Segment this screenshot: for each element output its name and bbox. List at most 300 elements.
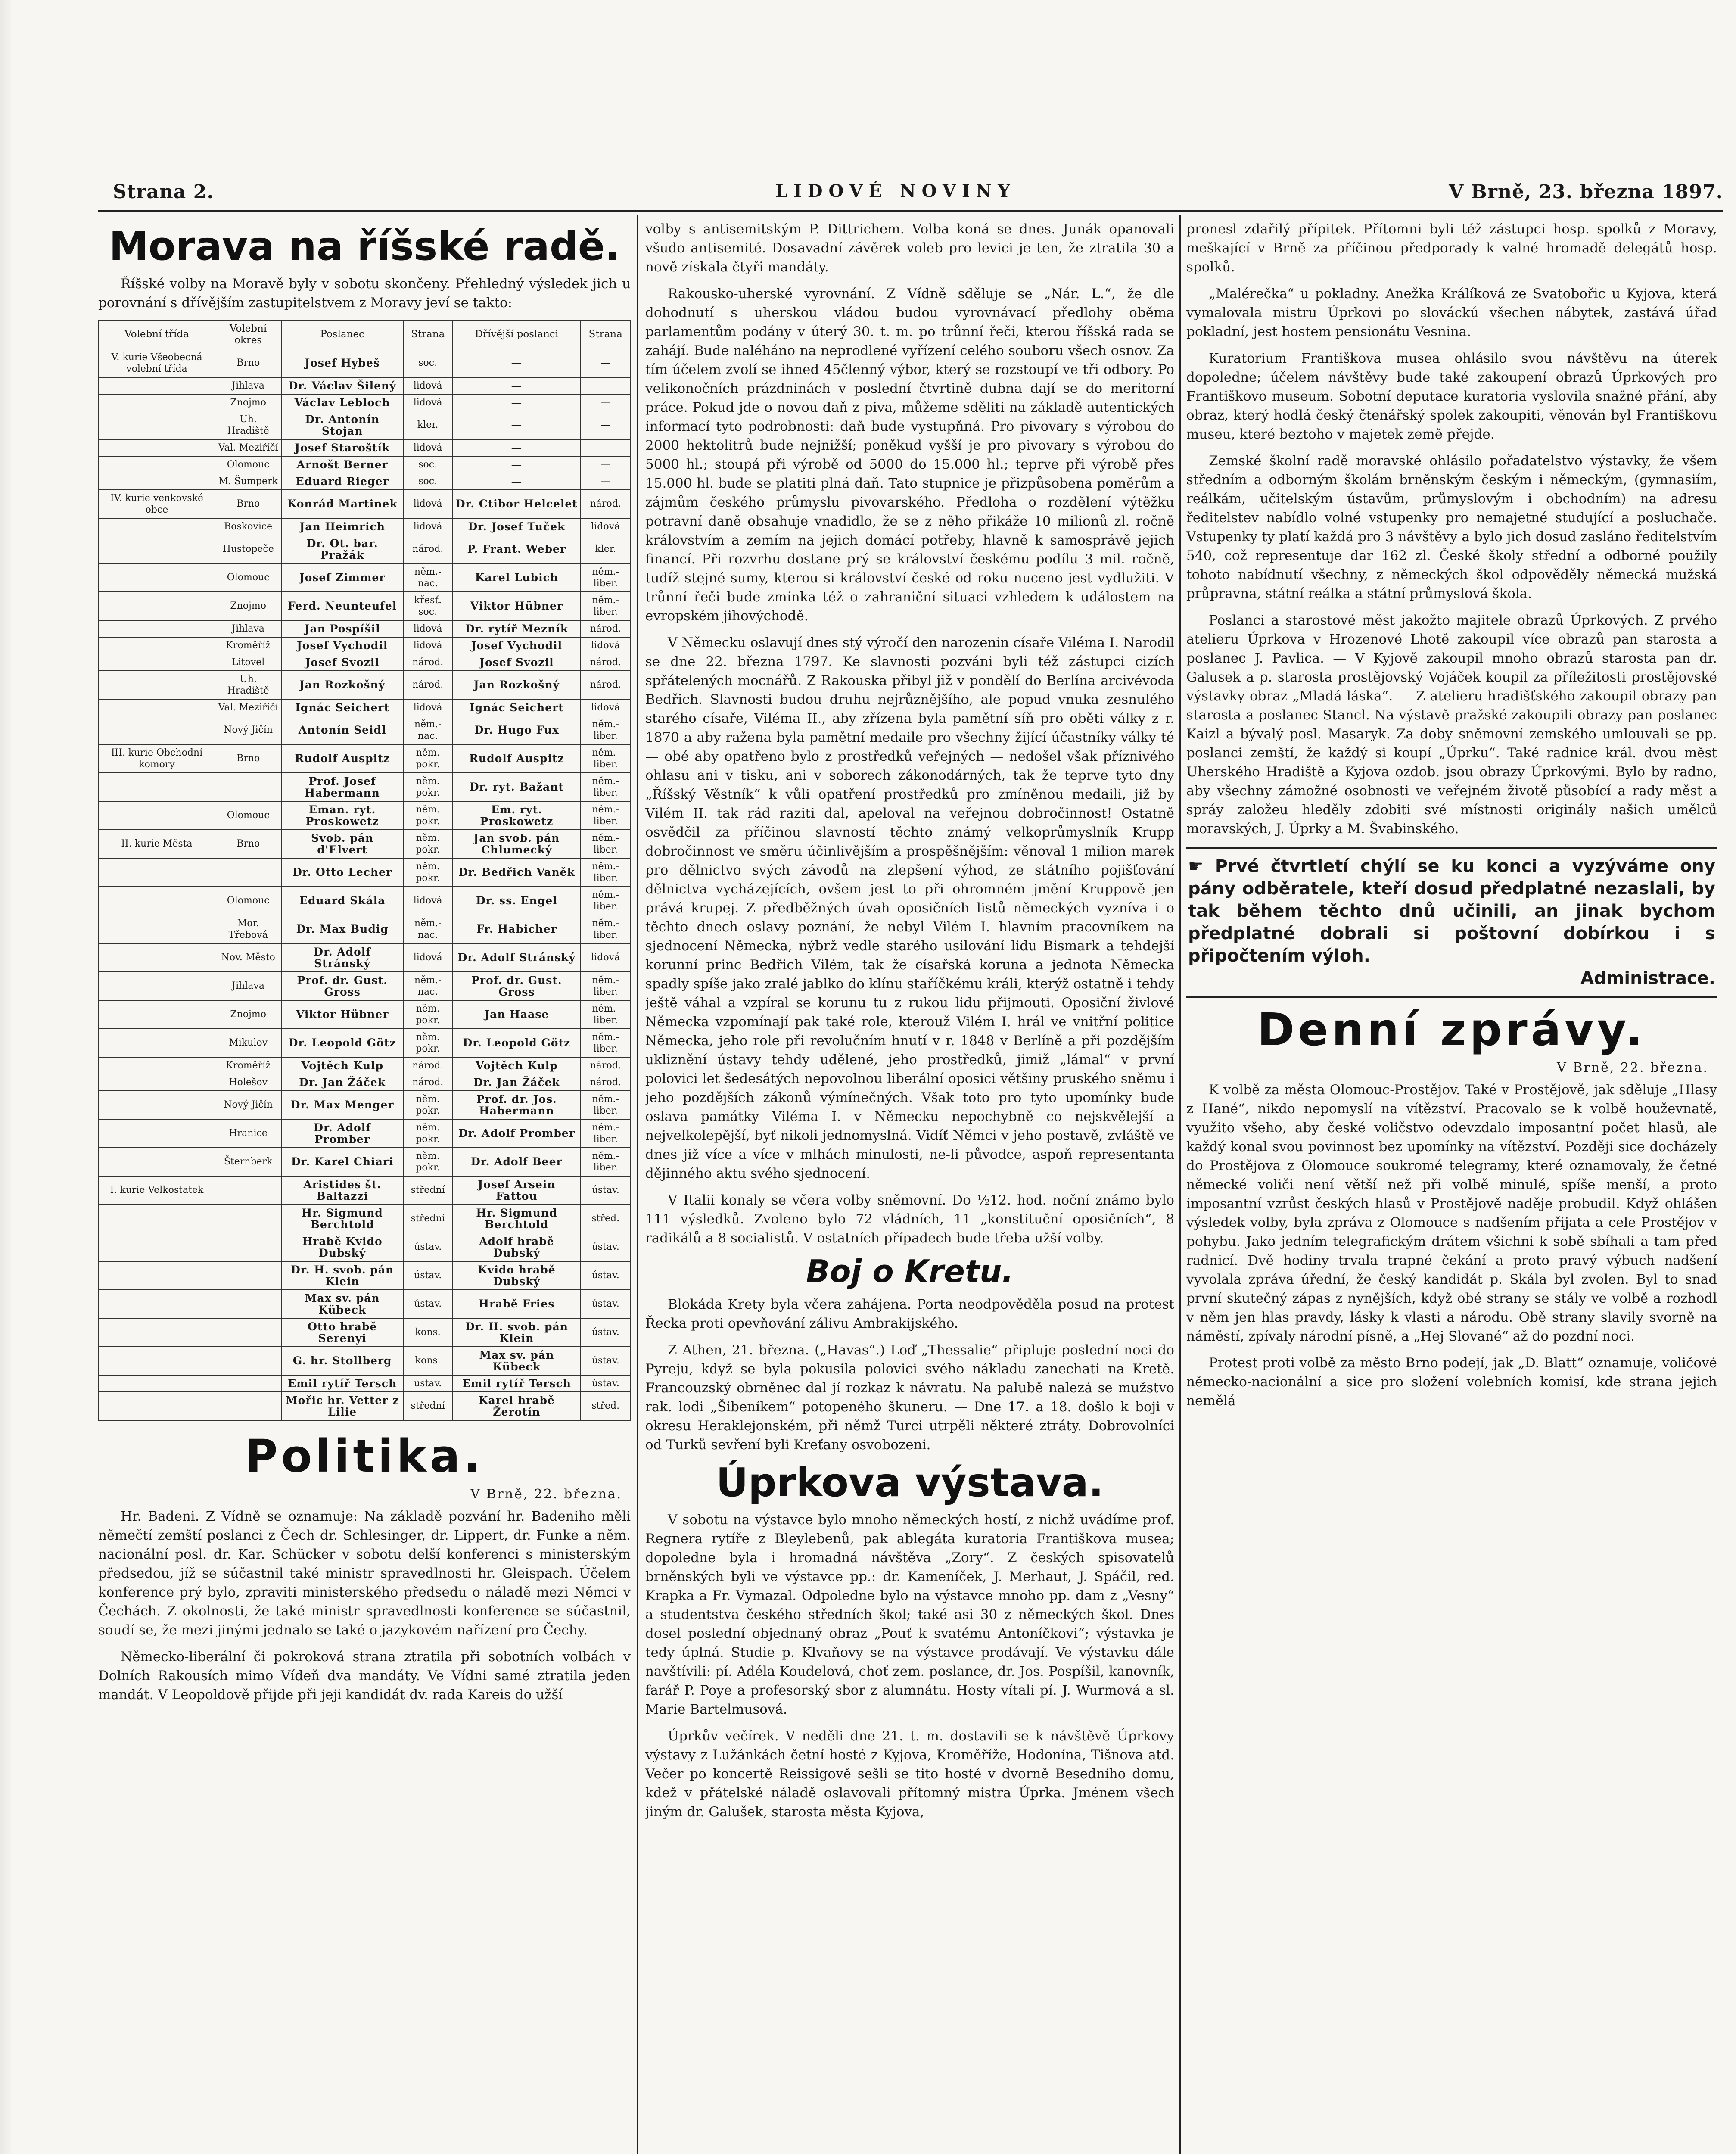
- table-cell: lidová: [403, 887, 452, 915]
- table-cell: Dr. ryt. Bažant: [452, 773, 581, 801]
- table-cell: Josef Arsein Fattou: [452, 1176, 581, 1205]
- paragraph: „Malérečka“ u pokladny. Anežka Králíková ze Svatobořic u Kyjova, která vymalovala mistru Úprkovi po slováckú všechen nábytek, zastává úřad pokladní, jest hostem pensionátu Vesnina.: [1186, 286, 1717, 339]
- table-cell: —: [581, 349, 630, 377]
- table-cell: národ.: [581, 654, 630, 671]
- table-cell: [99, 887, 215, 915]
- paragraph: V sobotu na výstavce bylo mnoho německých hostí, z nichž uvádíme prof. Regnera rytíře z Bleylebenů, pak ablegáta kuratoria Františkova musea; dopoledne byla i hromadná návštěva „Zory“. Z českých spisovatelů brněnských byli ve výstavce pp.: dr. Kameníček, J. Merhaut, J. Spáčil, red. Krapka a Fr. Vymazal. Odpoledne bylo na výstavce mnoho pp. dam z „Vesny“ a studentstva českého středních škol; také asi 30 z německých škol. Dnes dosel poslední objednaný obraz „Pouť k svatému Antoníčkovi“; výstavka je tedy úplná. Studie p. Klvaňovy se na výstavce prodávají. Ve výstavku dále navštívili: pí. Adéla Koudelová, choť zem. poslance, dr. Jos. Pospíšil, kanovník, farář P. Poye a profesorský sbor z alumnátu. Hosty vítali pí. J. Wurmová a sl. Marie Bartelmusová.: [645, 1512, 1174, 1718]
- table-row: [99, 1347, 630, 1375]
- table-cell: —: [581, 439, 630, 456]
- page-number: Strana 2.: [113, 181, 214, 203]
- table-cell: Eduard Rieger: [281, 473, 403, 490]
- paragraph: V Italii konaly se včera volby sněmovní. Do ½12. hod. noční známo bylo 111 výsledků. Zvoleno bylo 72 vládních, 11 „konstituční oposičních“, 8 radikálů a 8 socialistů. V ostatních případech bude třeba užší volby.: [645, 1192, 1174, 1246]
- table-cell: [99, 394, 215, 411]
- column-1: [98, 220, 631, 2154]
- table-cell: [99, 1000, 215, 1029]
- table-cell: [99, 592, 215, 620]
- table-cell: lidová: [403, 943, 452, 972]
- table-cell: kler.: [403, 411, 452, 439]
- table-cell: ústav.: [581, 1261, 630, 1290]
- table-cell: [99, 1074, 215, 1091]
- table-cell: soc.: [403, 349, 452, 377]
- table-cell: Prof. Josef Habermann: [281, 773, 403, 801]
- table-cell: lidová: [403, 490, 452, 518]
- table-cell: [99, 773, 215, 801]
- table-row: [99, 439, 630, 456]
- table-cell: Svob. pán d'Elvert: [281, 830, 403, 858]
- table-cell: ústav.: [581, 1233, 630, 1261]
- table-cell: [215, 1392, 281, 1420]
- table-header: Strana: [581, 321, 630, 349]
- table-cell: [99, 1091, 215, 1119]
- table-cell: [99, 535, 215, 563]
- table-cell: něm.-nac.: [403, 915, 452, 943]
- paragraph: Úprkův večírek. V neděli dne 21. t. m. dostavili se k návštěvě Úprkovy výstavy z Lužánkách četní hosté z Kyjova, Kroměříže, Hodonína, Tišnova atd. Večer po koncertě Reissigově sešli se tito hosté v dvorně Besedního domu, kdež v přátelské náladě oslavovali přítomný mistra Úprka. Jménem všech jiným dr. Galušek, starosta města Kyjova,: [645, 1728, 1174, 1820]
- table-row: [99, 1233, 630, 1261]
- table-cell: [99, 1290, 215, 1318]
- table-cell: něm.-liber.: [581, 1029, 630, 1057]
- table-cell: něm.-liber.: [581, 915, 630, 943]
- table-cell: Jihlava: [215, 972, 281, 1000]
- table-cell: Dr. Karel Chiari: [281, 1148, 403, 1176]
- table-cell: Dr. Ot. bar. Pražák: [281, 535, 403, 563]
- table-cell: něm. pokr.: [403, 858, 452, 887]
- table-row: [99, 915, 630, 943]
- table-cell: Viktor Hübner: [281, 1000, 403, 1029]
- table-row: [99, 972, 630, 1000]
- table-cell: Dr. ss. Engel: [452, 887, 581, 915]
- table-cell: lidová: [403, 439, 452, 456]
- table-cell: [215, 773, 281, 801]
- table-cell: Josef Staroštík: [281, 439, 403, 456]
- table-cell: Dr. Leopold Götz: [452, 1029, 581, 1057]
- table-cell: [99, 1233, 215, 1261]
- table-row: [99, 887, 630, 915]
- table-cell: Dr. H. svob. pán Klein: [281, 1261, 403, 1290]
- table-cell: [215, 1261, 281, 1290]
- table-cell: —: [452, 411, 581, 439]
- table-cell: Dr. Max Budig: [281, 915, 403, 943]
- table-cell: —: [581, 411, 630, 439]
- paragraph: Protest proti volbě za město Brno podejí, jak „D. Blatt“ oznamuje, voličové německo-nacionální a sice pro složení volebních komisí, kde strana jejich nemělá: [1186, 1355, 1717, 1409]
- table-cell: Dr. Otto Lecher: [281, 858, 403, 887]
- table-cell: [99, 1347, 215, 1375]
- table-cell: něm.-nac.: [403, 972, 452, 1000]
- table-cell: Uh. Hradiště: [215, 411, 281, 439]
- table-cell: něm.-nac.: [403, 563, 452, 592]
- table-cell: Kroměříž: [215, 1057, 281, 1074]
- table-cell: Vojtěch Kulp: [452, 1057, 581, 1074]
- table-cell: něm. pokr.: [403, 1091, 452, 1119]
- article-title: Boj o Kretu.: [806, 1253, 1014, 1289]
- table-cell: národ.: [581, 490, 630, 518]
- table-cell: Vojtěch Kulp: [281, 1057, 403, 1074]
- table-cell: I. kurie Velkostatek: [99, 1176, 215, 1205]
- article-title: Úprkova výstava.: [716, 1459, 1104, 1506]
- table-cell: Hranice: [215, 1119, 281, 1148]
- table-cell: něm.-liber.: [581, 972, 630, 1000]
- table-cell: [99, 563, 215, 592]
- table-cell: něm.-liber.: [581, 1091, 630, 1119]
- table-cell: —: [452, 394, 581, 411]
- table-cell: Brno: [215, 490, 281, 518]
- table-cell: něm. pokr.: [403, 1000, 452, 1029]
- paragraph: V Německu oslavují dnes stý výročí den narozenin císaře Viléma I. Narodil se dne 22. března 1797. Ke slavnosti pozváni byli též zástupci cizích spřátelených mocnářů. Z Rakouska přibyl již v pondělí do Berlína arcivévoda Bedřich. Slavnosti budou druhu nejrůznějšího, ale popud vnuka zesnulého starého císaře, Viléma II., aby zřízena byla pamětní síň pro oběti války z r. 1870 a aby ražena byla pamětní medaile pro všechny žijící účastníky války té — obé aby opatřeno bylo z prostředků veřejných — nedošel však příznivého ohlasu ani v tisku, ani v soborech zákonodárných, tak že teprve tyto dny „Říšský Věstník“ k vůli opatření prostředků pro zmíněnou medaili, již by Vilém II. tak rád raziti dal, apeloval na veřejnou dobročinnost! Ostatně osvědčil za příčinou slavností těchto známý velkoprůmyslník Krupp dobročinnost ve směru účinlivějším a prospěšnějším: věnoval 1 milion marek pro dělnictvo svých závodů na zlepšení výhod, ze státního pojišťování dělnictva vycházejících, ovšem jest to při ohromném jmění Kruppově jen prává krupej. Z předběžných úvah oposičních listů německých vyzníva i o těchto dnech oslavy poznání, že nebyl Vilém I. hlavním pracovníkem na sjednocení Německa, nýbrž vedle starého usilování lidu Bismark a tehdejší korunní princ Bedřich Vilém, tak že císařská koruna a jednota Německa spadly spíše jako zralé jablko do klínu staříčkému králi, kterýž ostatně i tehdy ještě váhal a vzpíral se korunu tu z rukou lidu přijmouti. Oposiční živlové Německa vzpomínají pak také role, kterouž Vilém I. hrál ve vnitřní politice Německa, jeho role při revolučním hnutí v r. 1848 v Berlíně a při pozdějším ukliznění ústavy tehdy udělené, jeho prostředků, jimiž „lámal“ v první polovici let šedesátých nepovolnou liberální oposici většiny pruského sněmu i jeho pozdějších zákonů výmínečných. Však toto pro tyto upomínky bude oslava památky Viléma I. v Německu nepochybně co nejskvělejší a nejvelkolepější, byť nikoli jednomyslná. Vidíť Němci v jeho postavě, zvláště ve dnes již více a více v mlhách minulosti, ne-li původce, aspoň representanta dějinného aktu svého sjednocení.: [645, 635, 1174, 1181]
- table-cell: —: [452, 439, 581, 456]
- paragraph: Kuratorium Františkova musea ohlásilo svou návštěvu na úterek dopoledne; účelem návštěvy bude také zakoupení obrazů Úprkových pro Františkovo museum. Sobotní deputace kuratoria vyslovila snažné přání, aby obraz, který hodlá český čtenářský spolek zakoupiti, věnován byl Františkovu museu, které beztoho v majetek země přejde.: [1186, 351, 1717, 442]
- table-cell: Karel Lubich: [452, 563, 581, 592]
- table-cell: Dr. Josef Tuček: [452, 518, 581, 535]
- table-cell: Dr. Max Menger: [281, 1091, 403, 1119]
- table-cell: ústav.: [581, 1176, 630, 1205]
- table-cell: něm.-liber.: [581, 887, 630, 915]
- table-cell: Nový Jičín: [215, 716, 281, 744]
- table-row: [99, 801, 630, 830]
- table-row: [99, 1057, 630, 1074]
- paragraph: pronesl zdařilý přípitek. Přítomni byli též zástupci hosp. spolků z Moravy, meškající v Brně za příčinou předporady k valné hromadě delegátů hosp. spolků.: [1186, 221, 1717, 275]
- table-cell: [215, 1205, 281, 1233]
- table-cell: Nový Jičín: [215, 1091, 281, 1119]
- paragraph: Hr. Badeni. Z Vídně se oznamuje: Na základě pozvání hr. Badeniho měli němečtí zemští poslanci z Čech dr. Schlesinger, dr. Lippert, dr. Funke a něm. nacionální posl. dr. Kar. Schücker v sobotu delší konferenci s ministerským předsedou, jíž se súčastnil také ministr spravedlnosti hr. Gleispach. Účelem konference prý bylo, zpraviti ministerského předsedu o náladě mezi Němci v Čechách. Z okolnosti, že také ministr spravedlnosti konference se súčastnil, soudí se, že mezi jinými jednalo se také o jazykovém nařízení pro Čechy.: [98, 1508, 631, 1638]
- table-cell: něm. pokr.: [403, 1029, 452, 1057]
- header-rule: [98, 210, 1723, 212]
- table-cell: něm.-liber.: [581, 563, 630, 592]
- table-cell: ústav.: [403, 1375, 452, 1392]
- table-cell: něm.-liber.: [581, 1148, 630, 1176]
- table-cell: lidová: [581, 699, 630, 716]
- column-2: [645, 220, 1174, 2154]
- table-cell: něm.-liber.: [581, 773, 630, 801]
- table-cell: Olomouc: [215, 801, 281, 830]
- table-cell: soc.: [403, 456, 452, 473]
- notice-text: Prvé čtvrtletí chýlí se ku konci a vyzýváme ony pány odběratele, kteří dosud předplatné nezaslali, by tak během těchto dnů učinili, an jinak bychom předplatné dobrali si poštovní dobírkou i s připočtením výloh.: [1188, 856, 1715, 966]
- table-cell: něm.-liber.: [581, 801, 630, 830]
- table-cell: něm.-liber.: [581, 716, 630, 744]
- table-cell: Hustopeče: [215, 535, 281, 563]
- table-cell: Holešov: [215, 1074, 281, 1091]
- table-cell: národ.: [581, 620, 630, 637]
- table-row: [99, 473, 630, 490]
- dateline: V Brně, 23. března 1897.: [1449, 181, 1723, 203]
- table-cell: Dr. Hugo Fux: [452, 716, 581, 744]
- table-cell: [99, 915, 215, 943]
- table-row: [99, 637, 630, 654]
- table-cell: Jihlava: [215, 377, 281, 394]
- table-cell: Konrád Martinek: [281, 490, 403, 518]
- table-cell: Mikulov: [215, 1029, 281, 1057]
- table-cell: [99, 943, 215, 972]
- table-cell: [215, 1347, 281, 1375]
- table-cell: něm.-liber.: [581, 858, 630, 887]
- paragraph: Blokáda Krety byla včera zahájena. Porta neodpověděla posud na protest Řecka proti opevňování zálivu Ambrakijského.: [645, 1296, 1174, 1331]
- election-table-body: [99, 349, 630, 1420]
- table-cell: Josef Svozil: [452, 654, 581, 671]
- table-cell: Šternberk: [215, 1148, 281, 1176]
- table-cell: Dr. Adolf Promber: [281, 1119, 403, 1148]
- table-row: [99, 563, 630, 592]
- table-cell: lidová: [403, 394, 452, 411]
- table-cell: [99, 671, 215, 699]
- table-cell: Jan Rozkošný: [281, 671, 403, 699]
- table-cell: Dr. H. svob. pán Klein: [452, 1318, 581, 1347]
- table-cell: Hr. Sigmund Berchtold: [452, 1205, 581, 1233]
- table-cell: křesť. soc.: [403, 592, 452, 620]
- table-cell: [99, 972, 215, 1000]
- table-header: Poslanec: [281, 321, 403, 349]
- table-row: [99, 456, 630, 473]
- table-cell: Emil rytíř Tersch: [281, 1375, 403, 1392]
- election-table: [98, 320, 631, 1421]
- table-cell: Otto hrabě Serenyi: [281, 1318, 403, 1347]
- table-cell: ústav.: [403, 1233, 452, 1261]
- table-row: [99, 1318, 630, 1347]
- table-cell: Max sv. pán Kübeck: [281, 1290, 403, 1318]
- table-cell: Olomouc: [215, 887, 281, 915]
- paragraph: Zemské školní radě moravské ohlásilo pořadatelstvo výstavky, že všem středním a odborným školám brněnským českým i německým, (gymnasiím, reálkám, učitelským ústavům, průmyslovým i obchodním) na adresu ředitelstev nabídlo volné vstupenky pro nemajetné studující a posluchače. Vstupenky ty platí každá pro 3 návštěvy a bylo jich dosud zasláno ředitelstvím 540, což representuje dar 162 zl. České školy střední a odborné použily tohoto nabídnutí všechny, z německých škol odpověděly německá mužská průpravna, státní reálka a státní průmyslová škola.: [1186, 453, 1717, 601]
- table-cell: [99, 1119, 215, 1148]
- table-row: [99, 1205, 630, 1233]
- table-cell: Dr. Ctibor Helcelet: [452, 490, 581, 518]
- table-cell: kons.: [403, 1347, 452, 1375]
- table-cell: —: [452, 349, 581, 377]
- table-row: [99, 620, 630, 637]
- table-cell: Dr. Bedřich Vaněk: [452, 858, 581, 887]
- table-cell: V. kurie Všeobecná volební třída: [99, 349, 215, 377]
- table-cell: Rudolf Auspitz: [452, 744, 581, 773]
- section-title: Denní zprávy.: [1257, 1003, 1646, 1056]
- subscription-notice: [1186, 847, 1717, 998]
- table-cell: Fr. Habicher: [452, 915, 581, 943]
- table-row: [99, 1290, 630, 1318]
- table-cell: Znojmo: [215, 1000, 281, 1029]
- table-cell: —: [452, 377, 581, 394]
- table-row: [99, 1176, 630, 1205]
- table-cell: [99, 456, 215, 473]
- table-cell: —: [452, 456, 581, 473]
- paragraph: Německo-liberální či pokroková strana ztratila při sobotních volbách v Dolních Rakousích mimo Vídeň dva mandáty. Ve Vídni samé ztratila jeden mandát. V Leopoldově přijde při jeji kandidát dv. rada Kareis do užší: [98, 1649, 631, 1703]
- paragraph: Rakousko-uherské vyrovnání. Z Vídně sděluje se „Nár. L.“, že dle dohodnutí s uherskou vládou budou vyrovnávací předlohy oběma parlamentům podány v úterý 30. t. m. po trůnní řeči, kterou říšská rada se zahájí. Bude naléháno na neprodlené vyřízení celého souboru všech osnov. Za tím účelem zvolí se ihned 45členný výbor, který se rozstoupí ve tři odbory. Po velikonočních prázdninách v poslední čtvrtině dubna dají se do meritorní práce. Pokud jde o novou daň z piva, můžeme sděliti na základě autentických informací tyto podrobnosti: daň bude vystupňná. Pro pivovary s výrobou do 2000 hektolitrů bude nejnižší; poněkud vyšší je pro pivovary s výrobou do 5000 hl.; stoupá při výrobě od 5000 do 15.000 hl.; teprve při výrobě přes 15.000 hl. bude se platiti plná daň. Tato stupnice je přizpůsobena poměrům a zájmům českého průmyslu pivovarského. Předloha o rozdělení výtěžku potravní daně obsahuje vnadidlo, že se z něho přikáže 10 milionů zl. ročně královstvím a zemím na jejich domácí potřeby, hlavně k samosprávě jejich financí. Při rozvrhu dostane prý se království českému podílu 3 mil. ročně, tudíž stejné sumy, kterou si království české od roku nuceno jest vydlužiti. V trůnní řeči bude zmínka též o zahraniční situaci vzhledem k událostem na evropském jihovýchodě.: [645, 286, 1174, 624]
- masthead: LIDOVÉ NOVINY: [775, 181, 1016, 201]
- table-cell: [99, 473, 215, 490]
- table-cell: Dr. Antonín Stojan: [281, 411, 403, 439]
- table-cell: Znojmo: [215, 394, 281, 411]
- table-row: [99, 535, 630, 563]
- table-cell: Emil rytíř Tersch: [452, 1375, 581, 1392]
- table-cell: národ.: [403, 535, 452, 563]
- table-cell: G. hr. Stollberg: [281, 1347, 403, 1375]
- table-cell: Mořic hr. Vetter z Lilie: [281, 1392, 403, 1420]
- table-cell: střed.: [581, 1392, 630, 1420]
- table-cell: lidová: [403, 620, 452, 637]
- table-cell: P. Frant. Weber: [452, 535, 581, 563]
- table-cell: Brno: [215, 830, 281, 858]
- table-cell: Viktor Hübner: [452, 592, 581, 620]
- table-row: [99, 773, 630, 801]
- table-cell: [99, 1261, 215, 1290]
- table-cell: střední: [403, 1205, 452, 1233]
- table-cell: národ.: [581, 671, 630, 699]
- table-cell: [215, 858, 281, 887]
- table-cell: III. kurie Obchodní komory: [99, 744, 215, 773]
- table-cell: [99, 1205, 215, 1233]
- table-cell: ústav.: [403, 1261, 452, 1290]
- table-cell: ústav.: [581, 1290, 630, 1318]
- table-cell: kler.: [581, 535, 630, 563]
- table-cell: Jan Rozkošný: [452, 671, 581, 699]
- table-cell: něm. pokr.: [403, 773, 452, 801]
- table-cell: něm.-liber.: [581, 1119, 630, 1148]
- table-cell: [99, 699, 215, 716]
- table-cell: M. Šumperk: [215, 473, 281, 490]
- table-cell: [215, 1318, 281, 1347]
- paragraph: volby s antisemitským P. Dittrichem. Volba koná se dnes. Junák opanovali všudo antisemité. Dosavadní závěrek voleb pro levici je ten, že ztratila 30 a nově získala čtyři mandáty.: [645, 221, 1174, 275]
- table-cell: Adolf hrabě Dubský: [452, 1233, 581, 1261]
- table-cell: Hrabě Kvido Dubský: [281, 1233, 403, 1261]
- article-title: Morava na říšské radě.: [109, 223, 620, 269]
- table-cell: národ.: [403, 671, 452, 699]
- table-row: [99, 394, 630, 411]
- table-cell: [99, 377, 215, 394]
- table-cell: národ.: [403, 1057, 452, 1074]
- table-row: [99, 1148, 630, 1176]
- table-cell: soc.: [403, 473, 452, 490]
- table-cell: Dr. Adolf Stránský: [281, 943, 403, 972]
- table-cell: [99, 1375, 215, 1392]
- table-cell: Jan Pospíšil: [281, 620, 403, 637]
- table-cell: Dr. Václav Šilený: [281, 377, 403, 394]
- table-cell: Brno: [215, 349, 281, 377]
- table-cell: něm. pokr.: [403, 830, 452, 858]
- table-cell: Litovel: [215, 654, 281, 671]
- article-intro: Říšské volby na Moravě byly v sobotu skončeny. Přehledný výsledek jich u porovnání s dřívějším zastupitelstvem z Moravy jeví se takto:: [98, 276, 631, 311]
- table-cell: Josef Svozil: [281, 654, 403, 671]
- table-cell: něm. pokr.: [403, 744, 452, 773]
- table-cell: Olomouc: [215, 563, 281, 592]
- table-cell: [99, 801, 215, 830]
- table-row: [99, 411, 630, 439]
- table-cell: [215, 1290, 281, 1318]
- table-cell: [99, 1057, 215, 1074]
- table-cell: Josef Vychodil: [452, 637, 581, 654]
- table-cell: Hr. Sigmund Berchtold: [281, 1205, 403, 1233]
- table-cell: Ignác Seichert: [281, 699, 403, 716]
- table-cell: Dr. rytíř Mezník: [452, 620, 581, 637]
- table-row: [99, 490, 630, 518]
- table-row: [99, 1261, 630, 1290]
- table-cell: něm.-liber.: [581, 592, 630, 620]
- table-cell: lidová: [403, 699, 452, 716]
- table-cell: [99, 1148, 215, 1176]
- table-header: Volební okres: [215, 321, 281, 349]
- table-row: [99, 1000, 630, 1029]
- table-cell: národ.: [581, 1074, 630, 1091]
- table-cell: [99, 518, 215, 535]
- table-cell: Znojmo: [215, 592, 281, 620]
- table-header: Strana: [403, 321, 452, 349]
- table-cell: Dr. Adolf Promber: [452, 1119, 581, 1148]
- table-cell: Prof. dr. Gust. Gross: [452, 972, 581, 1000]
- table-row: [99, 1392, 630, 1420]
- table-cell: Jihlava: [215, 620, 281, 637]
- table-cell: Val. Meziříčí: [215, 439, 281, 456]
- table-cell: ústav.: [581, 1375, 630, 1392]
- table-cell: Prof. dr. Jos. Habermann: [452, 1091, 581, 1119]
- table-cell: Josef Hybeš: [281, 349, 403, 377]
- table-cell: —: [581, 473, 630, 490]
- table-cell: —: [581, 377, 630, 394]
- table-cell: něm. pokr.: [403, 1148, 452, 1176]
- table-cell: Dr. Leopold Götz: [281, 1029, 403, 1057]
- table-row: [99, 858, 630, 887]
- table-cell: Jan Heimrich: [281, 518, 403, 535]
- table-cell: Boskovice: [215, 518, 281, 535]
- table-cell: II. kurie Města: [99, 830, 215, 858]
- table-cell: Eduard Skála: [281, 887, 403, 915]
- table-cell: Antonín Seidl: [281, 716, 403, 744]
- table-row: [99, 943, 630, 972]
- column-rule: [637, 215, 638, 2154]
- table-cell: [215, 1375, 281, 1392]
- table-cell: Josef Zimmer: [281, 563, 403, 592]
- table-row: [99, 671, 630, 699]
- table-row: [99, 830, 630, 858]
- table-cell: [99, 1318, 215, 1347]
- table-cell: Hrabě Fries: [452, 1290, 581, 1318]
- table-cell: Val. Meziříčí: [215, 699, 281, 716]
- table-cell: Olomouc: [215, 456, 281, 473]
- table-cell: střed.: [581, 1205, 630, 1233]
- table-cell: [99, 1392, 215, 1420]
- table-cell: Dr. Adolf Beer: [452, 1148, 581, 1176]
- paragraph: Poslanci a starostové měst jakožto majitele obrazů Úprkových. Z prvého atelieru Úprkova v Hrozenové Lhotě zakoupil více obrazů pan starosta a poslanec J. Pavlica. — V Kyjově zakoupil mnoho obrazů starosta pan dr. Galusek a p. starosta prostějovský Vojáček koupil za příležitosti prostějovské výstavky obraz „Mladá láska“. — Z atelieru hradišťského zakoupil obrazy pan starosta a poslanec Stancl. Na výstavě pražské zakoupili obrazy pan poslanec Kaizl a bývalý posl. Masaryk. Za doby sněmovní zemského umlouvali se pp. poslanci zemští, že každý si koupí „Úprku“. Také radnice král. dvou měst Uherského Hradiště a Kyjova ozdob. jsou obrazy Úprkovými. Bylo by radno, aby všechny zámožné osobnosti ve veřejném životě působící a rady měst a spráy založeu hleděly zdobiti své místnosti originály našich umělců moravských, J. Úprky a M. Švabinského.: [1186, 613, 1717, 837]
- table-cell: Ignác Seichert: [452, 699, 581, 716]
- table-row: [99, 744, 630, 773]
- table-cell: střední: [403, 1392, 452, 1420]
- table-cell: Kvido hrabě Dubský: [452, 1261, 581, 1290]
- table-cell: něm.-liber.: [581, 744, 630, 773]
- table-cell: lidová: [581, 637, 630, 654]
- table-cell: ústav.: [403, 1290, 452, 1318]
- table-cell: Dr. Jan Žáček: [281, 1074, 403, 1091]
- table-cell: Max sv. pán Kübeck: [452, 1347, 581, 1375]
- table-row: [99, 699, 630, 716]
- table-cell: —: [452, 473, 581, 490]
- table-cell: ústav.: [581, 1347, 630, 1375]
- table-cell: Václav Lebloch: [281, 394, 403, 411]
- table-cell: Ferd. Neunteufel: [281, 592, 403, 620]
- table-cell: Jan Haase: [452, 1000, 581, 1029]
- column-3: [1186, 220, 1717, 2154]
- table-cell: Em. ryt. Proskowetz: [452, 801, 581, 830]
- table-cell: Eman. ryt. Proskowetz: [281, 801, 403, 830]
- table-header: Volební třída: [99, 321, 215, 349]
- table-cell: Prof. dr. Gust. Gross: [281, 972, 403, 1000]
- table-row: [99, 654, 630, 671]
- table-cell: Karel hrabě Žerotín: [452, 1392, 581, 1420]
- table-cell: Brno: [215, 744, 281, 773]
- table-cell: [99, 439, 215, 456]
- table-cell: Nov. Město: [215, 943, 281, 972]
- table-cell: —: [581, 394, 630, 411]
- table-cell: národ.: [403, 654, 452, 671]
- table-cell: lidová: [403, 637, 452, 654]
- hand-pointer-icon: ☛: [1188, 856, 1215, 876]
- paragraph: K volbě za města Olomouc-Prostějov. Také v Prostějově, jak sděluje „Hlasy z Hané“, nikdo nepomyslí na vítězství. Pracovalo se k volbě houževnatě, využito všeho, aby české voličstvo odevzdalo imposantní počet hlasů, ale každý konal svou povinnost bez upomínky na vítězství. Později sice docházely do Prostějova z Olomouce soukromé telegramy, které oznamovaly, že četné německé voliči není větší než při volbě minulé, spíše menší, a proto imposantní vzrůst českých hlasů v Prostějově naděje probudil. Když ohlášen výsledek volby, byla zpráva z Olomouce s nadšením přijata a cele Prostějov v pohybu. Jako jedním telegrafickým drátem všichni k sobě sbíhali a tam před radnicí. Dvě hodiny trvala trapné čekání a proto pravý výbuch nadšení vyvolala zpráva úřední, že český kandidát p. Skála byl zvolen. Byl to snad první skutečný zápas z nynějších, když obé strany se stály ve volbě a rozhodl v něm jen hlas pravdy, lásky k vlasti a národu. Obě strany slavily svorně na náměstí, zpívaly národní písně, a „Hej Slované“ až do pozdní noci.: [1186, 1082, 1717, 1345]
- table-cell: národ.: [581, 1057, 630, 1074]
- table-cell: Arnošt Berner: [281, 456, 403, 473]
- table-cell: něm.-nac.: [403, 716, 452, 744]
- table-row: [99, 1074, 630, 1091]
- table-row: [99, 377, 630, 394]
